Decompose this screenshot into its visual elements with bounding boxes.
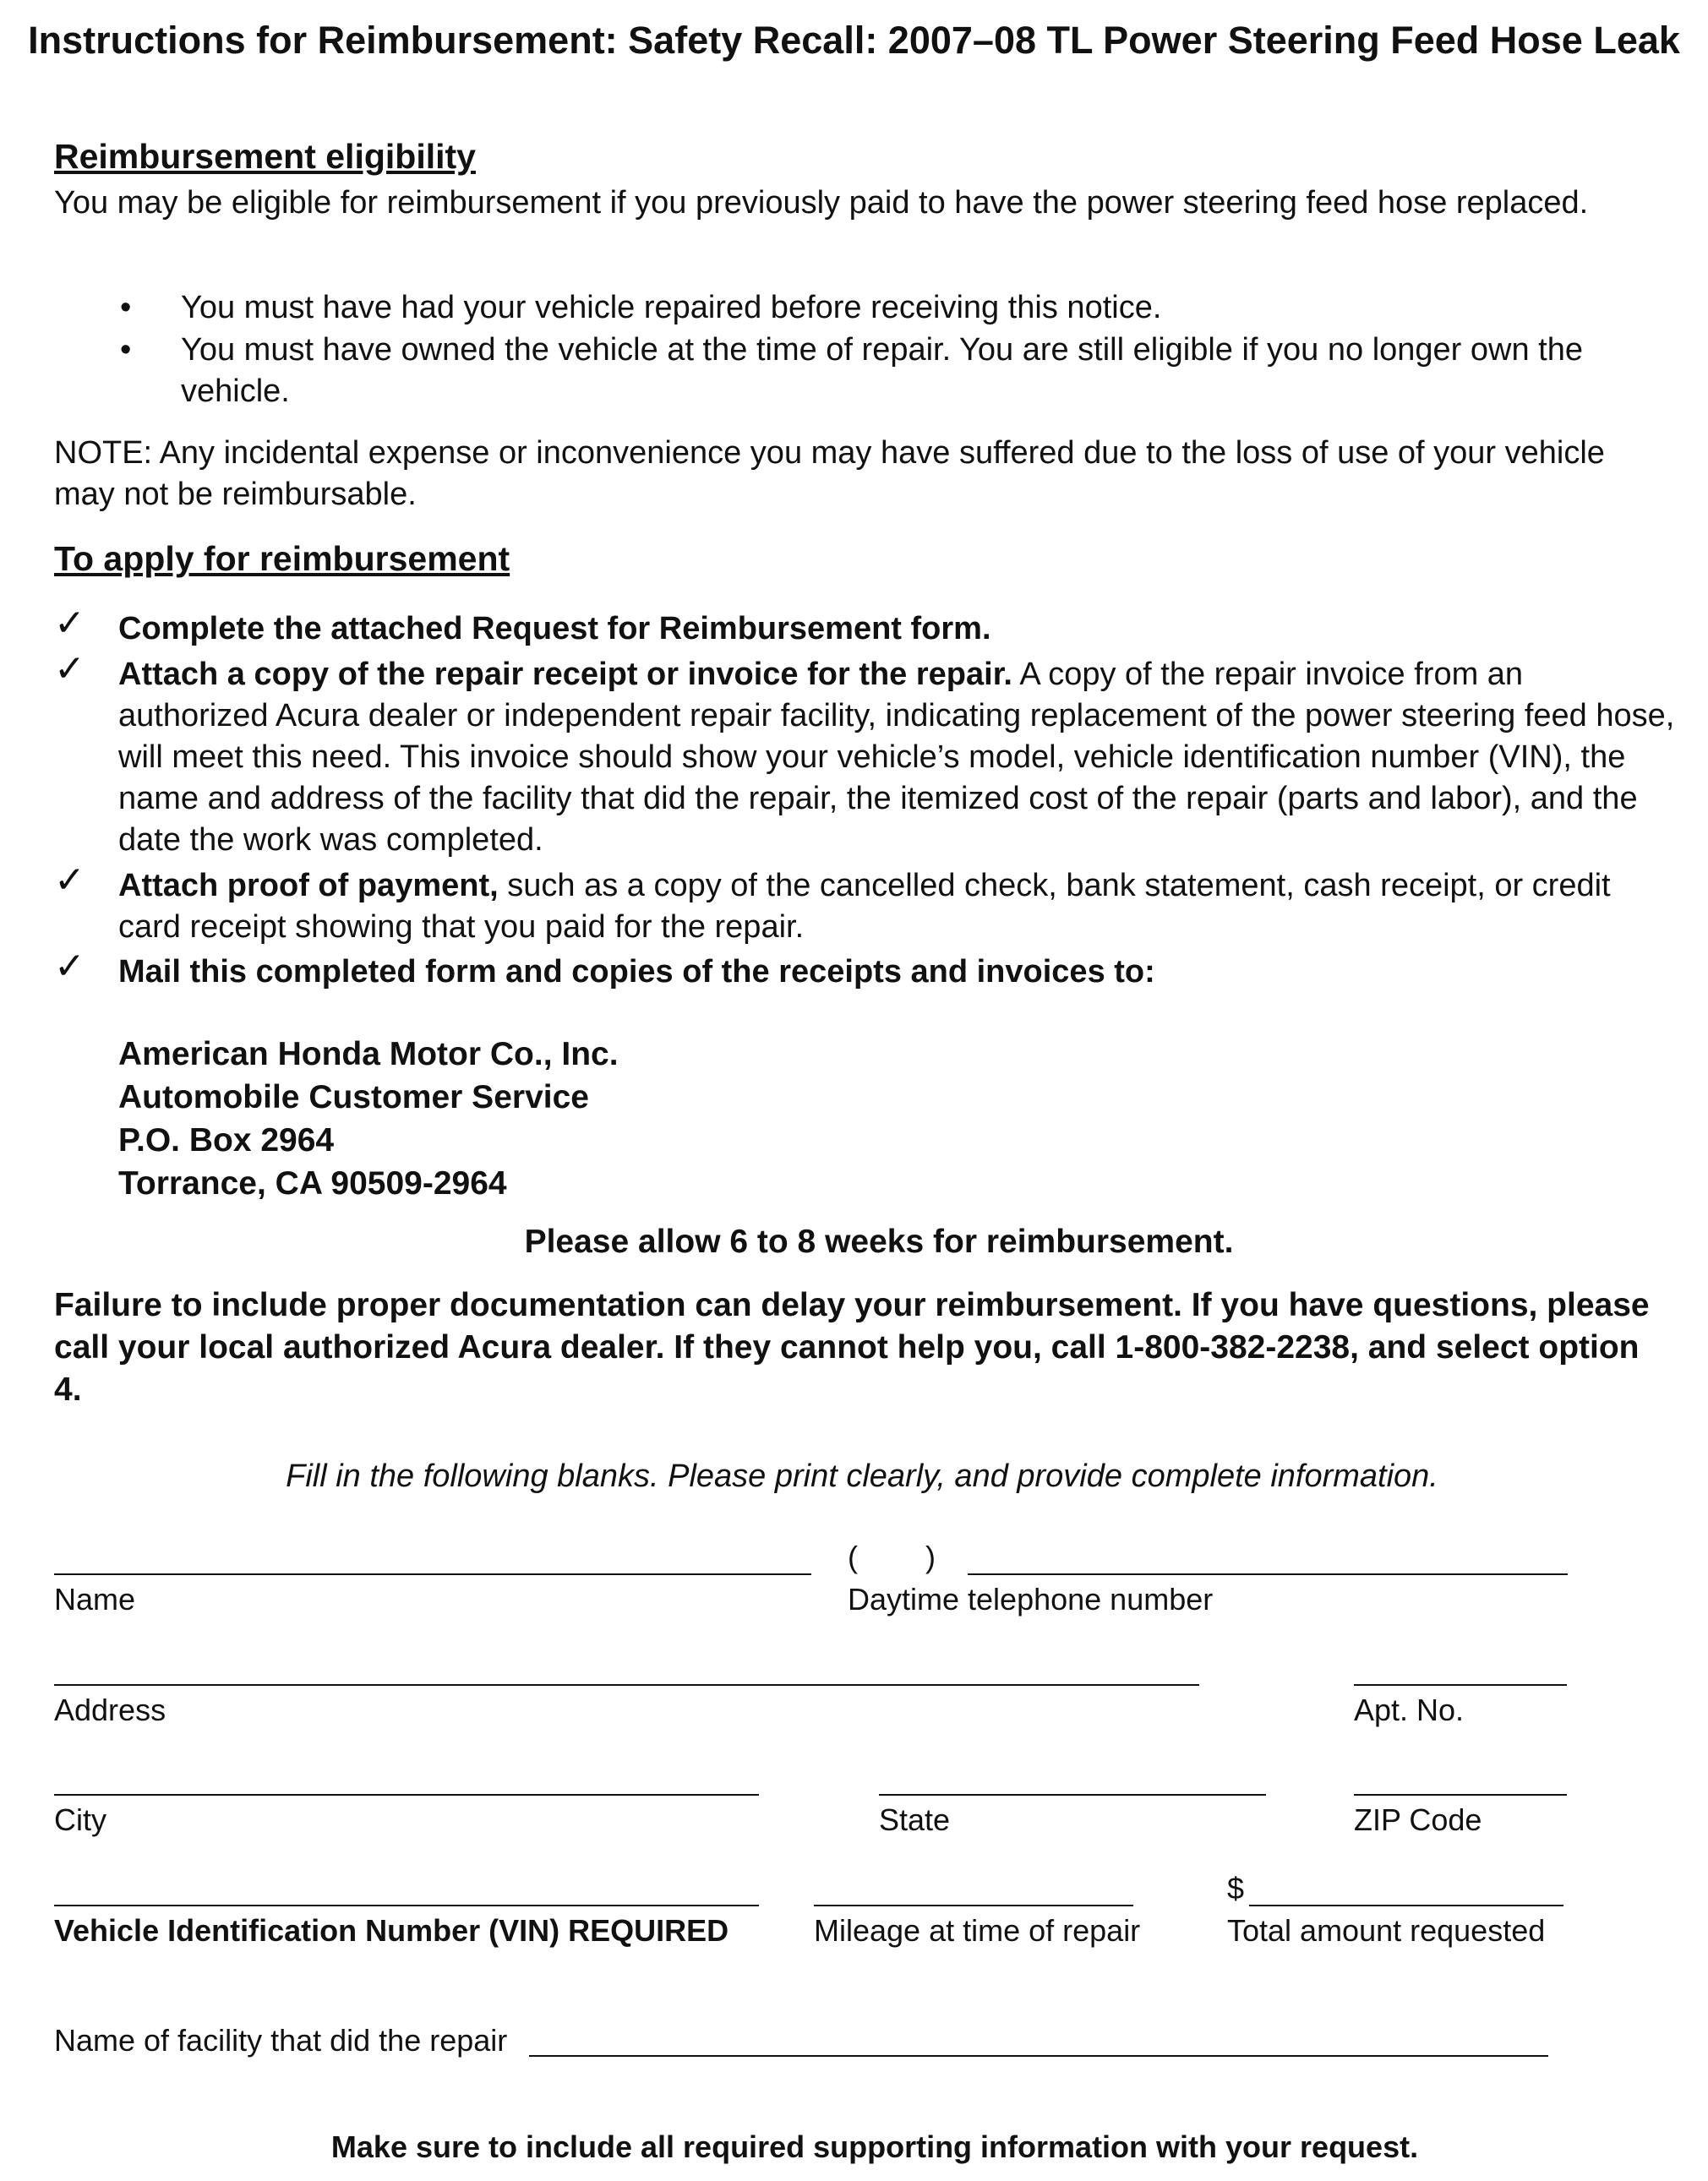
address-line: Torrance, CA 90509-2964 (118, 1165, 507, 1202)
apt-label: Apt. No. (1354, 1693, 1465, 1727)
mailing-address (118, 1033, 619, 1205)
total-label: Total amount requested (1227, 1913, 1546, 1948)
checkmark-icon: ✓ (54, 859, 85, 901)
state-label: State (879, 1802, 951, 1837)
zip-input-line[interactable] (1354, 1794, 1567, 1796)
address-line: Automobile Customer Service (118, 1079, 589, 1115)
eligibility-note: NOTE: Any incidental expense or inconvenience you may have suffered due to the loss of use of your vehicle may not be reimbursable. (54, 435, 1605, 512)
address-line: P.O. Box 2964 (118, 1122, 335, 1159)
bullet-dot: • (120, 290, 132, 325)
vin-label: Vehicle Identification Number (VIN) REQUIRED (54, 1913, 729, 1948)
name-input-line[interactable] (54, 1573, 811, 1575)
vin-input-line[interactable] (54, 1905, 759, 1906)
mileage-input-line[interactable] (814, 1905, 1133, 1906)
total-input-line[interactable] (1249, 1905, 1563, 1906)
eligibility-bullet: You must have had your vehicle repaired before receiving this notice. (181, 290, 1162, 325)
name-label: Name (54, 1582, 136, 1617)
eligibility-heading: Reimbursement eligibility (54, 137, 476, 176)
footer-note: Make sure to include all required supporting information with your request. (330, 2129, 1419, 2164)
phone-area-code: ( ) (848, 1540, 936, 1574)
apply-step: Complete the attached Request for Reimbursement form. (118, 611, 991, 646)
city-input-line[interactable] (54, 1794, 759, 1796)
checkmark-icon: ✓ (54, 603, 85, 644)
apt-input-line[interactable] (1354, 1684, 1567, 1686)
checkmark-icon: ✓ (54, 946, 85, 987)
apply-step: Mail this completed form and copies of the receipts and invoices to: (118, 954, 1155, 990)
failure-note: Failure to include proper documentation can delay your reimbursement. If you have questions, please call your local authorized Acura dealer. If they cannot help you, call 1-800-382-2238, and select option 4. (54, 1287, 1650, 1408)
address-input-line[interactable] (54, 1684, 1199, 1686)
eligibility-bullet: You must have owned the vehicle at the time of repair. You are still eligible if you no longer own the vehicle. (181, 332, 1583, 409)
apply-step: Attach a copy of the repair receipt or invoice for the repair. A copy of the repair invoice from an authorized Acura dealer or independent repair facility, indicating replacement of the power steering feed hose, will meet this need. This invoice should show your vehicle’s model, vehicle identification number (VIN), the name and address of the facility that did the repair, the itemized cost of the repair (parts and labor), and the date the work was completed. (118, 657, 1675, 858)
city-label: City (54, 1802, 106, 1837)
facility-input-line[interactable] (529, 2055, 1548, 2057)
allow-note: Please allow 6 to 8 weeks for reimbursement. (524, 1224, 1234, 1260)
state-input-line[interactable] (879, 1794, 1266, 1796)
zip-label: ZIP Code (1354, 1802, 1482, 1837)
dollar-sign: $ (1227, 1871, 1245, 1906)
apply-step: Attach proof of payment, such as a copy of the cancelled check, bank statement, cash receipt, or credit card receipt showing that you paid for the repair. (118, 868, 1611, 945)
mileage-label: Mileage at time of repair (814, 1913, 1141, 1948)
facility-label: Name of facility that did the repair (54, 2023, 508, 2058)
checkmark-icon: ✓ (54, 648, 85, 690)
phone-input-line[interactable] (968, 1573, 1568, 1575)
page-title: Instructions for Reimbursement: Safety Recall: 2007–08 TL Power Steering Feed Hose Leak (28, 19, 1680, 62)
apply-heading: To apply for reimbursement (54, 539, 510, 578)
bullet-dot: • (120, 332, 132, 368)
address-line: American Honda Motor Co., Inc. (118, 1036, 619, 1072)
phone-label: Daytime telephone number (848, 1582, 1214, 1617)
eligibility-intro: You may be eligible for reimbursement if you previously paid to have the power steering feed hose replaced. (54, 185, 1589, 221)
form-instruction: Fill in the following blanks. Please print clearly, and provide complete information. (286, 1459, 1438, 1494)
address-label: Address (54, 1693, 166, 1727)
